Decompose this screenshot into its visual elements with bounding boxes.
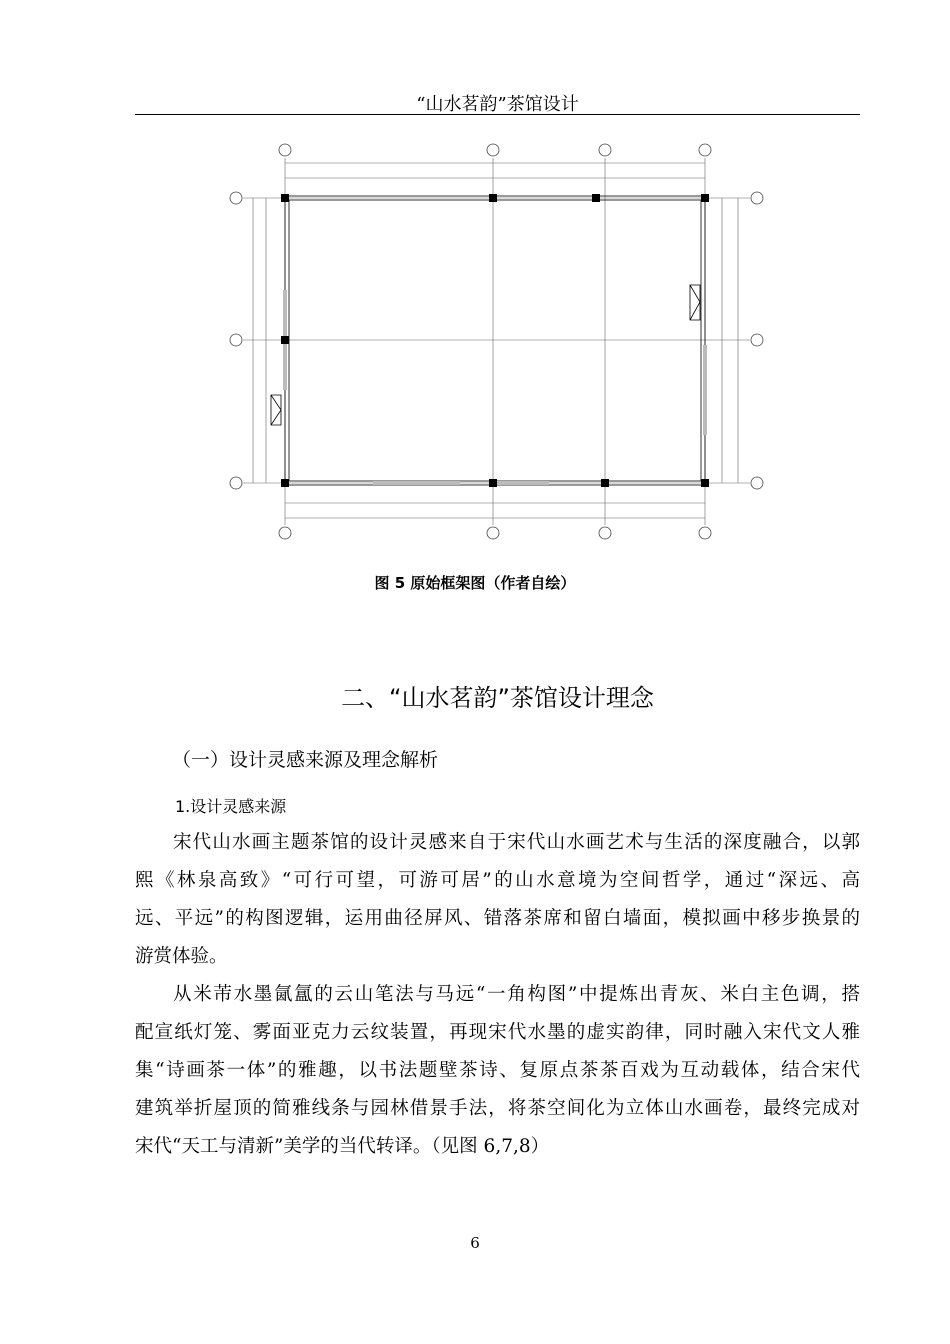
text-line: 建筑举折屋顶的简雅线条与园林借景手法，将茶空间化为立体山水画卷，最终完成对 bbox=[135, 1098, 860, 1119]
paragraph-2 bbox=[135, 976, 860, 1166]
header-rule bbox=[135, 114, 860, 115]
paragraph-1 bbox=[135, 824, 860, 976]
floor-plan-drawing bbox=[225, 140, 775, 550]
subsubsection-heading: 1.设计灵感来源 bbox=[175, 797, 287, 816]
text-line: 游赏体验。 bbox=[135, 946, 228, 967]
text-line: 从米芾水墨氤氲的云山笔法与马远“一角构图”中提炼出青灰、米白主色调，搭 bbox=[173, 984, 860, 1005]
page-number: 6 bbox=[470, 1234, 480, 1252]
text-line: 配宣纸灯笼、雾面亚克力云纹装置，再现宋代水墨的虚实韵律，同时融入宋代文人雅 bbox=[135, 1022, 860, 1043]
running-header: “山水茗韵”茶馆设计 bbox=[416, 94, 579, 115]
figure-caption: 图 5 原始框架图（作者自绘） bbox=[374, 574, 576, 592]
text-line: 宋代“天工与清新”美学的当代转译。（见图 6,7,8） bbox=[135, 1136, 550, 1157]
doors bbox=[271, 285, 700, 425]
walls bbox=[285, 196, 705, 485]
section-heading: 二、“山水茗韵”茶馆设计理念 bbox=[341, 684, 654, 712]
text-line: 宋代山水画主题茶馆的设计灵感来自于宋代山水画艺术与生活的深度融合，以郭 bbox=[173, 832, 860, 853]
text-line: 熙《林泉高致》“可行可望，可游可居”的山水意境为空间哲学，通过“深远、高 bbox=[135, 870, 860, 891]
text-line: 集“诗画茶一体”的雅趣，以书法题壁茶诗、复原点茶茶百戏为互动载体，结合宋代 bbox=[135, 1060, 860, 1081]
text-line: 远、平远”的构图逻辑，运用曲径屏风、错落茶席和留白墙面，模拟画中移步换景的 bbox=[135, 908, 860, 929]
grid-lines bbox=[243, 158, 750, 525]
windows bbox=[283, 290, 707, 485]
columns bbox=[281, 194, 709, 487]
subsection-heading: （一）设计灵感来源及理念解析 bbox=[172, 749, 439, 771]
